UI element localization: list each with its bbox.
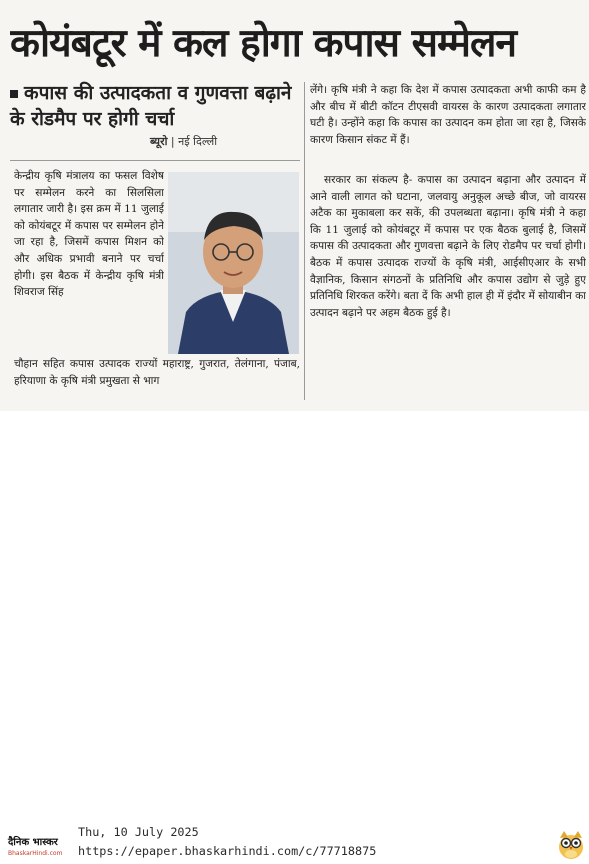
logo-subtext: BhaskarHindi.com bbox=[8, 850, 63, 857]
right-column-top-text: लेंगे। कृषि मंत्री ने कहा कि देश में कपास उत्पादकता अभी काफी कम है और बीच में बीटी कॉटन टीएसवी वायरस के कारण उत्पादकता लगातार घटी है। उन्होंने कहा कि कपास का उत्पादन कम होता जा रहा है, जिसके कारण किसान संकट में हैं। bbox=[310, 84, 586, 146]
subheadline-text: कपास की उत्पादकता व गुणवत्ता बढ़ाने के रोडमैप पर होगी चर्चा bbox=[10, 82, 292, 130]
byline-bureau: ब्यूरो bbox=[150, 135, 168, 148]
byline: ब्यूरो | नई दिल्ली bbox=[150, 135, 218, 148]
section-divider bbox=[10, 160, 300, 161]
column-divider bbox=[304, 82, 305, 400]
owl-icon bbox=[557, 828, 585, 860]
left-column-text: केन्द्रीय कृषि मंत्रालय का फसल विशेष पर सम्मेलन करने का सिलसिला लगातार जारी है। इस क्रम में 11 जुलाई को कोयंबटूर में कपास पर सम्मेलन होने जा रहा है, जिसमें कपास मिशन को और अधिक प्रभावी बनाने पर चर्चा होगी। इस बैठक में केन्द्रीय कृषि मंत्री शिवराज सिंह bbox=[14, 170, 164, 299]
logo-text: दैनिक भास्कर bbox=[8, 837, 58, 848]
portrait-photo-svg bbox=[168, 172, 299, 354]
right-column-bottom-text: सरकार का संकल्प है- कपास का उत्पादन बढ़ाना और उत्पादन में आने वाली लागत को घटाना, जलवायु अनुकूल अच्छे बीज, जो वायरस अटैक का मुकाबला कर सकें, की उपलब्धता बढ़ाना। कृषि मंत्री ने कहा कि 11 जुलाई को कोयंबटूर में कपास पर एक बैठक बुलाई है, जिसमें कपास की उत्पादकता और गुणवत्ता बढ़ाने के लिए रोडमैप पर चर्चा होगी। बैठक में कपास उत्पादक राज्यों के कृषि मंत्री, आईसीएआर के सभी वैज्ञानिक, किसान संगठनों के प्रतिनिधि और कपास उद्योग से जुड़े हुए प्रतिनिधि शिरकत करेंगे। बता दें कि अभी हाल ही में इंदौर में सोयाबीन का उत्पादन बढ़ाने पर अहम बैठक हुई है। bbox=[310, 174, 586, 319]
portrait-photo bbox=[168, 172, 299, 354]
footer-bar bbox=[0, 411, 589, 858]
bullet-icon bbox=[10, 90, 18, 98]
article-headline: कोयंबटूर में कल होगा कपास सम्मेलन bbox=[10, 21, 517, 66]
owl-icon-svg bbox=[557, 828, 585, 860]
edition-date: Thu, 10 July 2025 bbox=[78, 825, 199, 839]
bottom-span-text: चौहान सहित कपास उत्पादक राज्यों महाराष्ट्र, गुजरात, तेलंगाना, पंजाब, हरियाणा के कृषि मंत्री प्रमुखता से भाग bbox=[14, 358, 300, 387]
dainik-bhaskar-logo bbox=[8, 837, 66, 863]
newspaper-clipping bbox=[0, 0, 589, 411]
epaper-link[interactable]: https://epaper.bhaskarhindi.com/c/77718875 bbox=[78, 844, 377, 858]
byline-city: नई दिल्ली bbox=[178, 135, 218, 148]
article-subheadline bbox=[10, 80, 296, 132]
